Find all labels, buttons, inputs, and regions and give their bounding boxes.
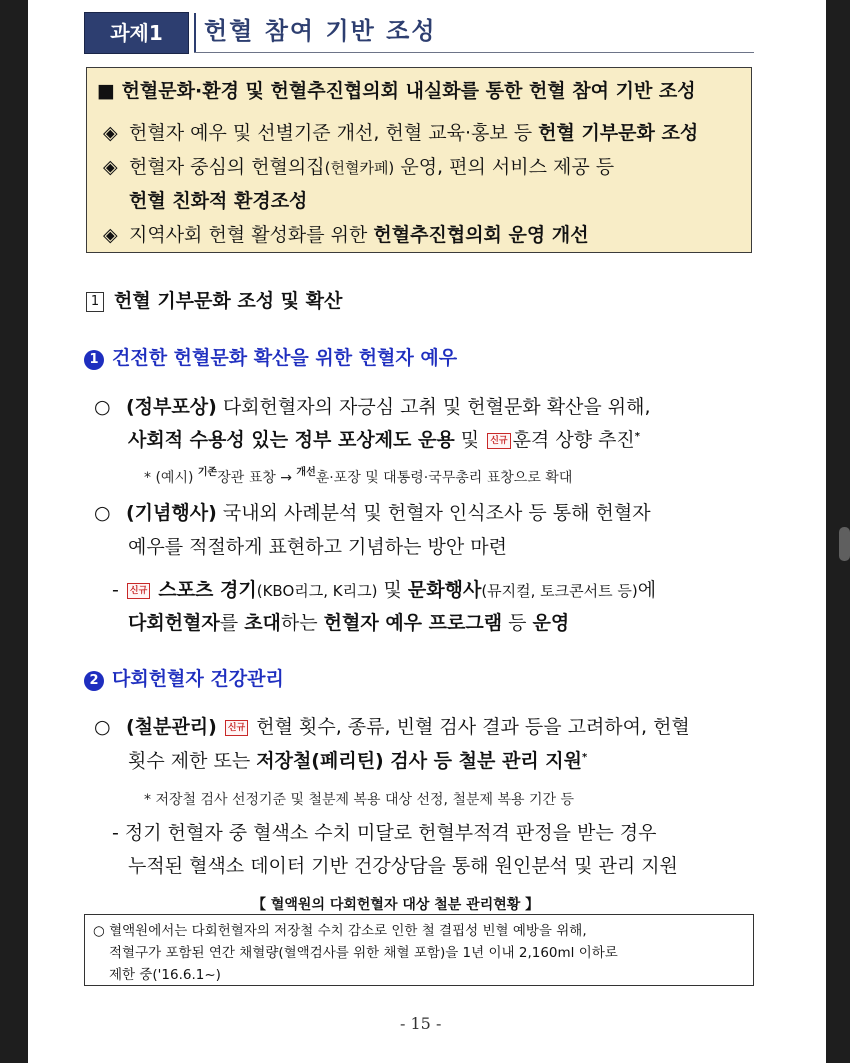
new-badge: 신규 [487,433,510,449]
status-caption: 【 혈액원의 다회헌혈자 대상 철분 관리현황 】 [252,897,540,913]
section-number: 1 [86,292,104,312]
summary-heading: ■ 헌혈문화·환경 및 헌혈추진협의회 내실화를 통한 헌혈 참여 기반 조성 [97,80,696,102]
bullet-commemoration-cont: 예우를 적절하게 표현하고 기념하는 방안 마련 [128,536,507,558]
diamond-bullet-icon: ◈ [103,156,118,178]
bullet-government-award: ○ (정부포상) 다회헌혈자의 자긍심 고취 및 헌혈문화 확산을 위해, [94,396,651,418]
summary-box [86,67,752,253]
header-underline [194,52,754,53]
note-iron-criteria: * 저장철 검사 선정기준 및 철분제 복용 대상 선정, 철분제 복용 기간 등 [144,792,575,808]
circle-bullet-icon: ○ [93,923,105,939]
status-line-3: 제한 중('16.6.1~) [109,967,221,983]
bullet-iron-management-cont: 횟수 제한 또는 저장철(페리틴) 검사 등 철분 관리 지원* [128,750,588,772]
scrollbar-thumb[interactable] [839,527,850,561]
dash-hemoglobin: - 정기 헌혈자 중 혈색소 수치 미달로 헌혈부적격 판정을 받는 경우 [112,822,657,844]
note-example: * (예시) $^{기존}$장관 표창 → $^{개선}$훈·포장 및 대통령·국무총리 표창으로 확대 [144,467,573,486]
summary-item-2-cont: 헌혈 친화적 환경조성 [129,190,308,212]
dash-sports-culture-cont: 다회헌혈자를 초대하는 헌혈자 예우 프로그램 등 운영 [128,612,570,634]
circle-bullet-icon: ○ [94,396,111,418]
subsection-heading-2: 2 다회헌혈자 건강관리 [84,664,284,691]
page-title: 헌혈 참여 기반 조성 [204,17,437,45]
dash-sports-culture: - 신규 스포츠 경기(KBO리그, K리그) 및 문화행사(뮤지컬, 토크콘서트 등)에 [112,579,657,601]
task-label: 과제1 [84,12,189,54]
new-badge: 신규 [127,583,150,599]
subsection-heading-1: 1 건전한 헌혈문화 확산을 위한 헌혈자 예우 [84,343,457,370]
status-box [84,914,754,986]
section-heading-1: 1 헌혈 기부문화 조성 및 확산 [86,286,342,313]
summary-item-3: ◈ 지역사회 헌혈 활성화를 위한 헌혈추진협의회 운영 개선 [103,224,589,246]
summary-item-2: ◈ 헌혈자 중심의 헌혈의집(헌혈카페) 운영, 편의 서비스 제공 등 [103,156,615,178]
diamond-bullet-icon: ◈ [103,224,118,246]
circled-number-icon: 2 [84,671,104,691]
circled-number-icon: 1 [84,350,104,370]
circle-bullet-icon: ○ [94,502,111,524]
summary-item-1: ◈ 헌혈자 예우 및 선별기준 개선, 헌혈 교육·홍보 등 헌혈 기부문화 조성 [103,122,699,144]
status-line-1: ○ 혈액원에서는 다회헌혈자의 저장철 수치 감소로 인한 철 결핍성 빈혈 예방을 위해, [93,923,587,939]
square-bullet-icon: ■ [97,80,115,102]
document-page [28,0,826,1063]
dash-hemoglobin-cont: 누적된 혈색소 데이터 기반 건강상담을 통해 원인분석 및 관리 지원 [128,855,678,877]
status-line-2: 적혈구가 포함된 연간 채혈량(혈액검사를 위한 채혈 포함)을 1년 이내 2,160ml 이하로 [109,945,618,961]
circle-bullet-icon: ○ [94,716,111,738]
page-number: - 15 - [400,1014,442,1033]
bullet-government-award-cont: 사회적 수용성 있는 정부 포상제도 운용 및 신규 훈격 상향 추진* [128,429,641,451]
bullet-iron-management: ○ (철분관리) 신규 헌혈 횟수, 종류, 빈혈 검사 결과 등을 고려하여, 헌혈 [94,716,690,738]
bullet-commemoration: ○ (기념행사) 국내외 사례분석 및 헌혈자 인식조사 등 통해 헌혈자 [94,502,651,524]
diamond-bullet-icon: ◈ [103,122,118,144]
header-divider [194,13,196,53]
new-badge: 신규 [225,720,248,736]
